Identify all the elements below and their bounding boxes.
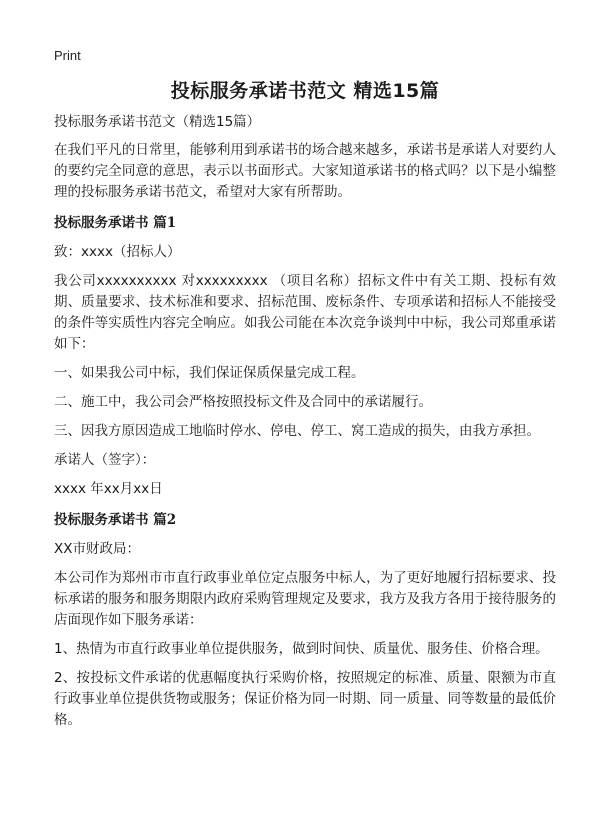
print-label[interactable]: Print: [54, 48, 81, 63]
section-heading-1: 投标服务承诺书 篇1: [54, 215, 177, 231]
section-1-paragraph: 我公司xxxxxxxxxx 对xxxxxxxxx （项目名称）招标文件中有关工期、投标有效期、质量要求、技术标准和要求、招标范围、废标条件、专项承诺和招标人不能接受的条件等实质性内容完全响应。如我公司能在本次竞争谈判中中标，我公司郑重承诺如下：: [54, 273, 556, 352]
section-1-date: xxxx 年xx月xx日: [54, 481, 163, 497]
section-2-item-1: 1、热情为市直行政事业单位提供服务，做到时间快、质量优、服务佳、价格合理。: [54, 641, 549, 657]
section-2-paragraph: 本公司作为郑州市市直行政事业单位定点服务中标人，为了更好地履行招标要求、投标承诺的服务和服务期限内政府采购管理规定及要求，我方及我方各用于接待服务的店面现作如下服务承诺：: [54, 570, 556, 628]
section-1-addressee: 致：xxxx（招标人）: [54, 244, 181, 260]
intro-paragraph: 在我们平凡的日常里，能够利用到承诺书的场合越来越多，承诺书是承诺人对要约人的要约完全同意的意思，表示以书面形式。大家知道承诺书的格式吗？以下是小编整理的投标服务承诺书范文，希望对大家有所帮助。: [54, 142, 556, 200]
section-1-item-2: 二、施工中，我公司会严格按照投标文件及合同中的承诺履行。: [54, 394, 432, 410]
section-2-addressee: XX市财政局：: [54, 541, 140, 557]
document-subtitle: 投标服务承诺书范文（精选15篇）: [54, 114, 261, 130]
section-2-item-2: 2、按投标文件承诺的优惠幅度执行采购价格，按照规定的标准、质量、限额为市直行政事业单位提供货物或服务；保证价格为同一时期、同一质量、同等数量的最低价格。: [54, 670, 556, 728]
document-title: 投标服务承诺书范文 精选15篇: [170, 80, 440, 102]
section-1-item-3: 三、因我方原因造成工地临时停水、停电、停工、窝工造成的损失，由我方承担。: [54, 423, 540, 439]
section-heading-2: 投标服务承诺书 篇2: [54, 512, 177, 528]
section-1-signature: 承诺人（签字）：: [54, 452, 156, 468]
section-1-item-1: 一、如果我公司中标，我们保证保质保量完成工程。: [54, 365, 365, 381]
